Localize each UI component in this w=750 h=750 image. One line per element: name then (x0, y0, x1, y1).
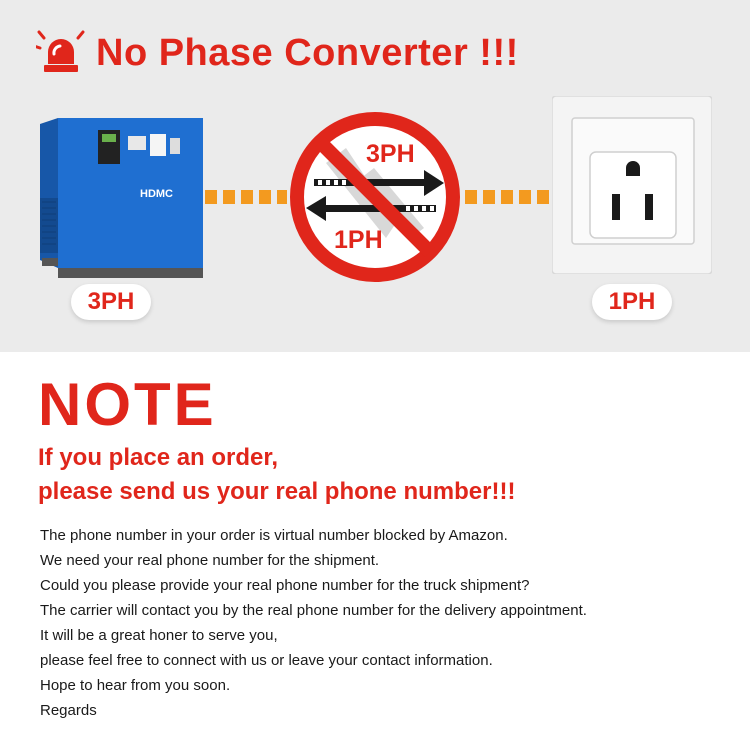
right-phase-badge: 1PH (592, 284, 672, 320)
note-body-line: It will be a great honer to serve you, (40, 627, 278, 644)
left-phase-badge: 3PH (71, 284, 151, 320)
note-subtitle-line1: If you place an order, (38, 444, 279, 471)
wall-outlet-icon (552, 96, 712, 274)
compressor-brand: HDMC (140, 188, 173, 200)
connector-dots-right (465, 190, 551, 204)
note-body-line: The carrier will contact you by the real phone number for the delivery appointment. (40, 602, 587, 619)
air-compressor-icon (40, 118, 203, 278)
note-title: NOTE (38, 371, 217, 438)
note-body-line: Regards (40, 702, 97, 719)
page-title: No Phase Converter !!! (96, 32, 519, 74)
no-converter-icon (286, 108, 464, 286)
note-subtitle-line2: please send us your real phone number!!! (38, 478, 516, 505)
note-body-line: please feel free to connect with us or leave your contact information. (40, 652, 493, 669)
connector-dots-left (205, 190, 287, 204)
sign-label-top: 3PH (366, 140, 415, 168)
alarm-light-icon (36, 28, 86, 74)
note-body (40, 523, 730, 723)
note-body-line: Could you please provide your real phone number for the truck shipment? (40, 577, 530, 594)
note-body-line: We need your real phone number for the shipment. (40, 552, 380, 569)
note-body-line: Hope to hear from you soon. (40, 677, 231, 694)
note-body-line: The phone number in your order is virtual number blocked by Amazon. (40, 527, 508, 544)
sign-label-bottom: 1PH (334, 226, 383, 254)
